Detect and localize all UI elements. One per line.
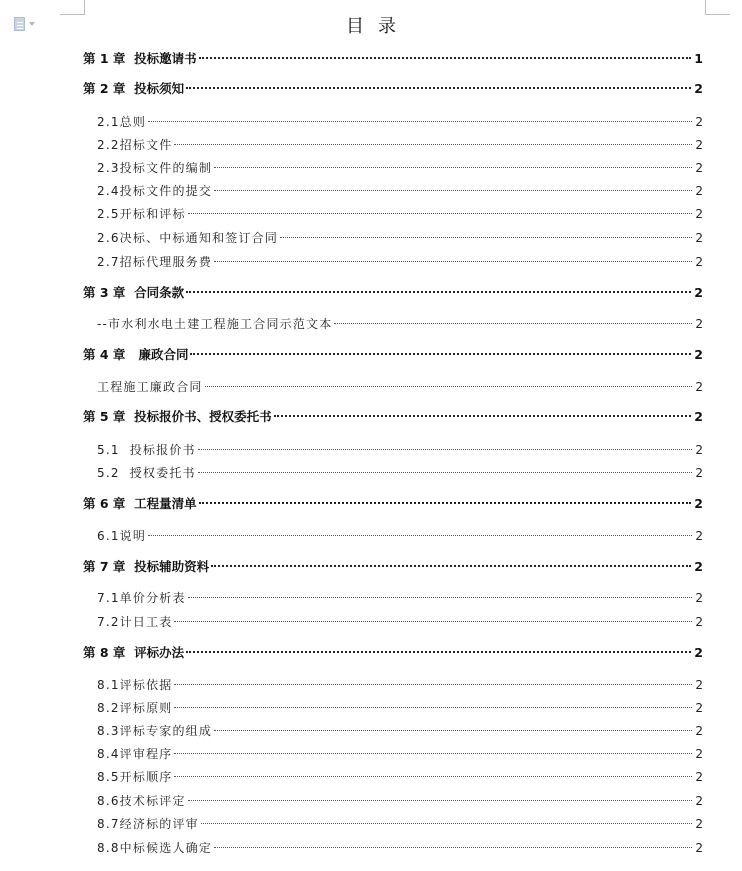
toc-page-number: 2 xyxy=(694,559,703,574)
toc-entry[interactable] xyxy=(97,527,703,545)
toc-entry-label: 第 8 章 评标办法 xyxy=(83,645,185,660)
toc-entry[interactable] xyxy=(97,159,703,177)
toc-entry-label: 第 3 章 合同条款 xyxy=(83,285,185,300)
toc-entry-label: 2.7招标代理服务费 xyxy=(97,255,213,269)
dot-leader xyxy=(148,121,692,122)
toc-page-number: 2 xyxy=(695,138,703,152)
dot-leader xyxy=(198,449,693,450)
dot-leader xyxy=(148,535,692,536)
dot-leader xyxy=(174,684,692,685)
toc-entry[interactable] xyxy=(97,253,703,271)
dot-leader xyxy=(214,847,692,848)
toc-page-number: 2 xyxy=(695,380,703,394)
toc-page-number: 2 xyxy=(695,678,703,692)
toc-page-number: 2 xyxy=(695,724,703,738)
dot-leader xyxy=(214,261,692,262)
toc-entry-label: 2.5开标和评标 xyxy=(97,207,186,221)
toc-entry[interactable] xyxy=(97,676,703,694)
dot-leader xyxy=(188,597,693,598)
toc-page-number: 2 xyxy=(695,231,703,245)
toc-entry[interactable] xyxy=(83,408,703,426)
dot-leader xyxy=(174,621,692,622)
toc-page-number: 2 xyxy=(695,747,703,761)
dot-leader xyxy=(199,502,692,504)
toc-entry[interactable] xyxy=(97,229,703,247)
toc-entry-label: 第 4 章 廉政合同 xyxy=(83,347,189,362)
toc-entry-label: 2.4投标文件的提交 xyxy=(97,184,213,198)
toc-entry-label: 2.1总则 xyxy=(97,115,147,129)
toc-page-number: 2 xyxy=(694,81,703,96)
dot-leader xyxy=(274,415,692,417)
dot-leader xyxy=(214,190,692,191)
toc-entry-label: 8.1评标依据 xyxy=(97,678,173,692)
toc-entry[interactable] xyxy=(83,495,703,513)
dot-leader xyxy=(188,800,693,801)
dot-leader xyxy=(186,651,691,653)
toc-page-number: 2 xyxy=(695,591,703,605)
toc-entry[interactable] xyxy=(83,644,703,662)
toc-entry-label: 5.1 投标报价书 xyxy=(97,443,196,457)
toc-entry-label: 第 6 章 工程量清单 xyxy=(83,496,197,511)
toc-entry[interactable] xyxy=(97,205,703,223)
toc-page-number: 2 xyxy=(694,347,703,362)
toc-entry-label: 第 2 章 投标须知 xyxy=(83,81,185,96)
toc-entry-label: 7.1单价分析表 xyxy=(97,591,186,605)
toc-entry-label: 8.4评审程序 xyxy=(97,747,173,761)
dot-leader xyxy=(211,565,691,567)
toc-entry[interactable] xyxy=(97,792,703,810)
toc-entry-label: 2.3投标文件的编制 xyxy=(97,161,213,175)
toc-entry[interactable] xyxy=(97,722,703,740)
dot-leader xyxy=(214,167,692,168)
toc-entry[interactable] xyxy=(97,589,703,607)
toc-entry-label: --市水利水电土建工程施工合同示范文本 xyxy=(97,317,333,331)
dot-leader xyxy=(174,753,692,754)
toc-page-number: 2 xyxy=(695,794,703,808)
toc-entry[interactable] xyxy=(97,745,703,763)
toc-page-number: 2 xyxy=(695,701,703,715)
dot-leader xyxy=(174,707,692,708)
toc-entry-label: 第 1 章 投标邀请书 xyxy=(83,51,197,66)
toc-page-number: 2 xyxy=(695,443,703,457)
toc-entry[interactable] xyxy=(97,378,703,396)
dot-leader xyxy=(201,823,692,824)
toc-page-number: 2 xyxy=(695,207,703,221)
toc-entry[interactable] xyxy=(97,839,703,857)
toc-page-number: 2 xyxy=(695,466,703,480)
toc-entry[interactable] xyxy=(97,315,703,333)
dot-leader xyxy=(205,386,693,387)
toc-entry-label: 8.6技术标评定 xyxy=(97,794,186,808)
toc-entry-label: 第 7 章 投标辅助资料 xyxy=(83,559,210,574)
toc-entry-label: 8.8中标候选人确定 xyxy=(97,841,213,855)
toc-page-number: 2 xyxy=(695,184,703,198)
toc-entry[interactable] xyxy=(83,346,703,364)
toc-page-number: 2 xyxy=(695,317,703,331)
toc-entry[interactable] xyxy=(83,284,703,302)
dot-leader xyxy=(190,353,691,355)
page-title: 目录 xyxy=(346,16,410,37)
toc-entry[interactable] xyxy=(83,50,703,68)
toc-page-number: 1 xyxy=(694,51,703,66)
toc-page-number: 2 xyxy=(695,529,703,543)
toc-entry-label: 2.6决标、中标通知和签订合同 xyxy=(97,231,279,245)
toc-page-number: 2 xyxy=(694,285,703,300)
toc-page-number: 2 xyxy=(694,645,703,660)
toc-entry[interactable] xyxy=(97,464,703,482)
dot-leader xyxy=(174,776,692,777)
toc-entry-label: 8.2评标原则 xyxy=(97,701,173,715)
dot-leader xyxy=(188,213,693,214)
toc-entry[interactable] xyxy=(97,113,703,131)
dot-leader xyxy=(186,87,691,89)
toc-entry-label: 5.2 授权委托书 xyxy=(97,466,196,480)
toc-entry-label: 8.3评标专家的组成 xyxy=(97,724,213,738)
toc-entry[interactable] xyxy=(97,768,703,786)
toc-page-number: 2 xyxy=(695,615,703,629)
toc-page-number: 2 xyxy=(695,255,703,269)
toc-entry[interactable] xyxy=(97,613,703,631)
dot-leader xyxy=(334,323,692,324)
toc-entry[interactable] xyxy=(97,182,703,200)
toc-page-number: 2 xyxy=(695,841,703,855)
toc-page-number: 2 xyxy=(695,770,703,784)
dot-leader xyxy=(280,237,692,238)
toc-entry[interactable] xyxy=(83,558,703,576)
toc-page-number: 2 xyxy=(695,161,703,175)
toc-page-number: 2 xyxy=(694,409,703,424)
dot-leader xyxy=(186,291,691,293)
toc-entry[interactable] xyxy=(83,80,703,98)
toc-page-number: 2 xyxy=(695,817,703,831)
toc-entry[interactable] xyxy=(97,441,703,459)
toc-entry-label: 8.7经济标的评审 xyxy=(97,817,199,831)
toc-entry-label: 8.5开标顺序 xyxy=(97,770,173,784)
toc-entry-label: 6.1说明 xyxy=(97,529,147,543)
dot-leader xyxy=(199,57,692,59)
dot-leader xyxy=(214,730,692,731)
dot-leader xyxy=(198,472,693,473)
toc-entry-label: 工程施工廉政合同 xyxy=(97,380,203,394)
toc-entry-label: 7.2计日工表 xyxy=(97,615,173,629)
toc-entry[interactable] xyxy=(97,699,703,717)
toc-page-number: 2 xyxy=(694,496,703,511)
toc-page-number: 2 xyxy=(695,115,703,129)
toc-entry-label: 2.2招标文件 xyxy=(97,138,173,152)
toc-entry[interactable] xyxy=(97,815,703,833)
toc-entry[interactable] xyxy=(97,136,703,154)
toc-entry-label: 第 5 章 投标报价书、授权委托书 xyxy=(83,409,272,424)
dot-leader xyxy=(174,144,692,145)
